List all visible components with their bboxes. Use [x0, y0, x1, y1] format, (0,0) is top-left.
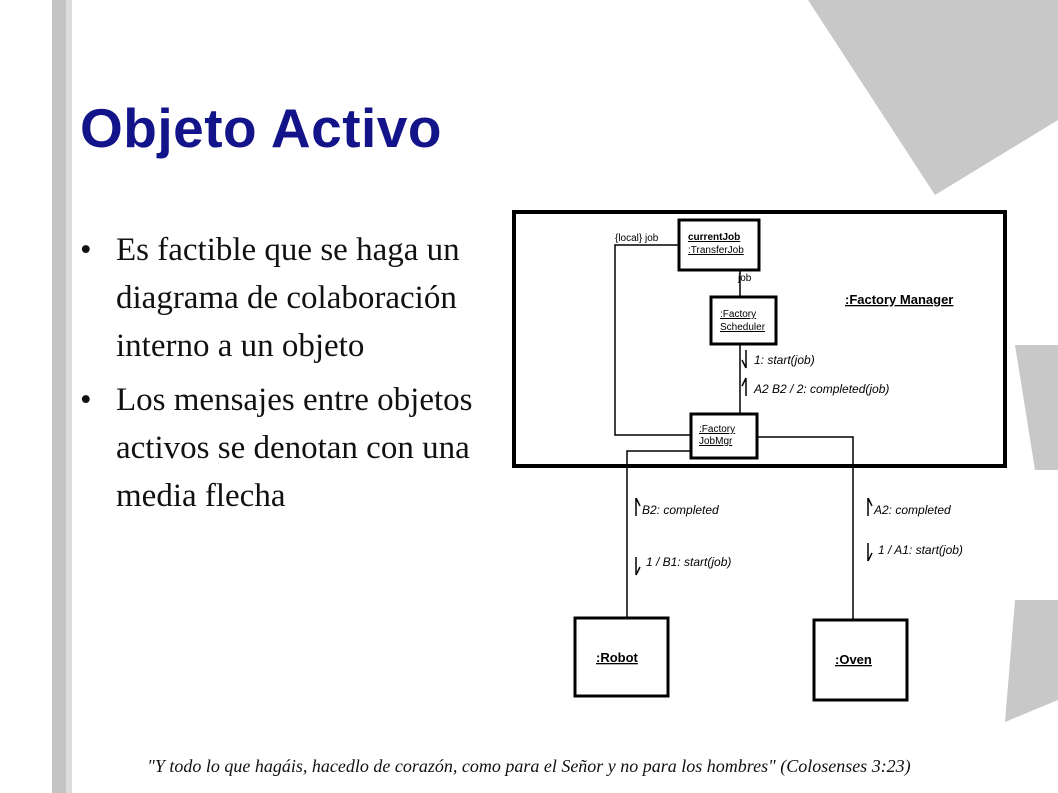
factory-scheduler-label-line1: :Factory: [720, 309, 757, 320]
oven-label: :Oven: [835, 652, 872, 667]
collaboration-diagram: [500, 200, 1020, 720]
factory-manager-label: :Factory Manager: [845, 292, 954, 307]
left-vertical-bar-shade: [66, 0, 72, 793]
bullet-text: Los mensajes entre objetos activos se denotan con una media flecha: [116, 382, 473, 514]
transfer-job-label-line2: :TransferJob: [688, 245, 744, 256]
factory-scheduler-label-line2: Scheduler: [720, 322, 766, 333]
factory-jobmgr-label-line2: JobMgr: [699, 436, 733, 447]
bullet-item: [80, 226, 520, 370]
robot-label: :Robot: [596, 650, 638, 665]
transfer-job-label-line1: currentJob: [688, 232, 741, 243]
a1-start-message: 1 / A1: start(job): [878, 543, 963, 557]
factory-scheduler-box: [711, 297, 776, 344]
bullet-dot: •: [80, 382, 92, 418]
start-job-message: 1: start(job): [754, 353, 815, 367]
local-job-label: {local} job: [615, 233, 659, 244]
factory-jobmgr-label-line1: :Factory: [699, 424, 736, 435]
b1-start-message: 1 / B1: start(job): [646, 555, 732, 569]
footer-quote: "Y todo lo que hagáis, hacedlo de corazón, como para el Señor y no para los hombres" (Colosenses 3:23): [147, 756, 911, 776]
job-role-label: job: [738, 273, 752, 284]
bullet-list: [80, 226, 520, 526]
slide-title: Objeto Activo: [80, 97, 442, 159]
completed-job-message: A2 B2 / 2: completed(job): [754, 382, 890, 396]
left-vertical-bar: [52, 0, 66, 793]
link-jobmgr-robot: [627, 451, 691, 618]
a2-completed-message: A2: completed: [874, 503, 951, 517]
bullet-text: Es factible que se haga un diagrama de colaboración interno a un objeto: [116, 232, 460, 364]
b2-completed-message: B2: completed: [642, 503, 719, 517]
bullet-dot: •: [80, 232, 92, 268]
top-right-triangle: [808, 0, 1058, 195]
bullet-item: [80, 376, 520, 520]
middle-right-triangle: [1015, 345, 1058, 470]
